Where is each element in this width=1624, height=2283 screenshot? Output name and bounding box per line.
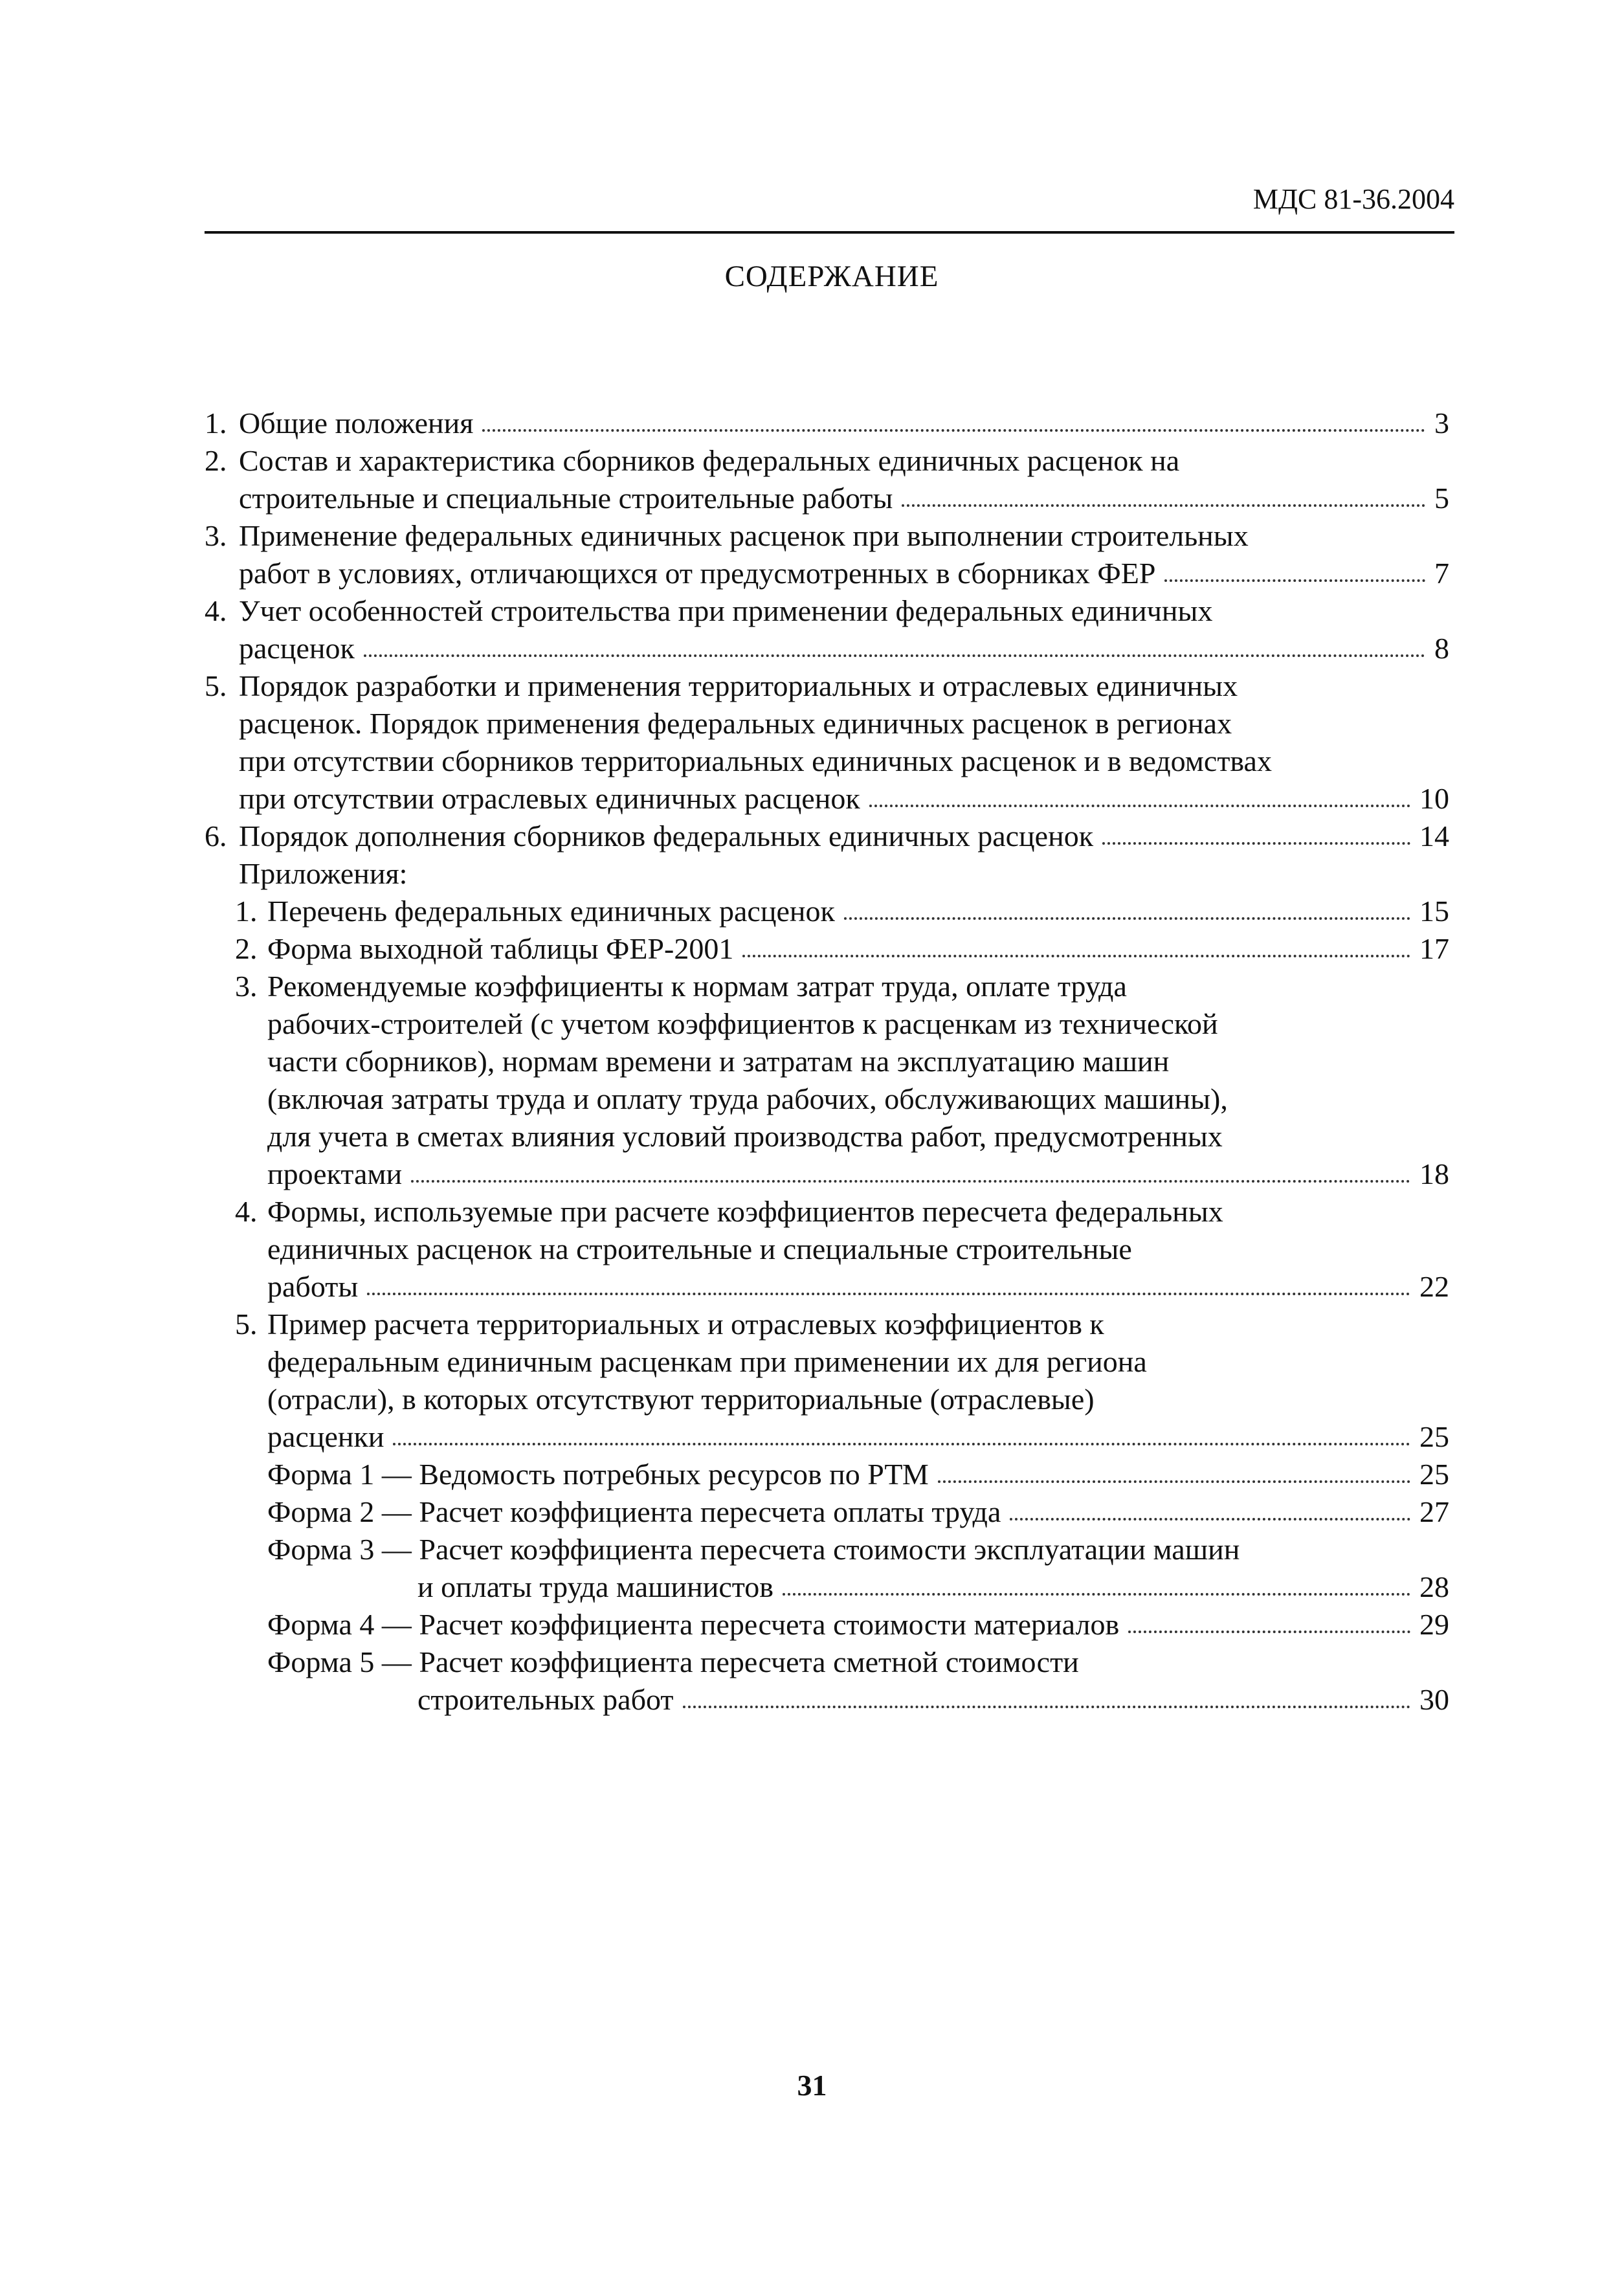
toc-entry xyxy=(205,1155,1454,1193)
dot-leader xyxy=(367,1293,1410,1295)
toc-entry-number: 1. xyxy=(235,895,258,928)
toc-entry xyxy=(205,1043,1454,1080)
dot-leader xyxy=(393,1443,1410,1445)
toc-entry-page: 3 xyxy=(1434,406,1449,440)
toc-entry xyxy=(205,742,1454,780)
dot-leader xyxy=(844,917,1410,920)
toc-entry xyxy=(205,1531,1454,1568)
toc-entry xyxy=(205,630,1454,667)
toc-entry-text: расценок. Порядок применения федеральных единичных расценок в регионах xyxy=(239,707,1232,740)
toc-entry-text: (отрасли), в которых отсутствуют территориальные (отраслевые) xyxy=(267,1383,1095,1416)
toc-entry-text: работ в условиях, отличающихся от предусмотренных в сборниках ФЕР xyxy=(239,557,1156,590)
toc-entry-text: Форма 1 — Ведомость потребных ресурсов по РТМ xyxy=(267,1458,929,1491)
toc-entry-text: строительных работ xyxy=(417,1683,674,1716)
toc-entry-page: 7 xyxy=(1434,557,1449,590)
toc-entry-page: 25 xyxy=(1419,1458,1449,1491)
toc-entry-text: при отсутствии сборников территориальных единичных расценок и в ведомствах xyxy=(239,744,1272,777)
toc-entry-text: Рекомендуемые коэффициенты к нормам затрат труда, оплате труда xyxy=(267,970,1127,1003)
toc-entry xyxy=(205,1306,1454,1343)
toc-entry xyxy=(205,1418,1454,1456)
toc-entry-text: Порядок разработки и применения территориальных и отраслевых единичных xyxy=(239,669,1238,702)
toc-title: СОДЕРЖАНИЕ xyxy=(724,260,939,293)
toc-entry xyxy=(205,480,1454,517)
toc-entry-text: Формы, используемые при расчете коэффициентов пересчета федеральных xyxy=(267,1195,1223,1228)
toc-entry-number: 2. xyxy=(235,932,258,965)
toc-entry-text: для учета в сметах влияния условий производства работ, предусмотренных xyxy=(267,1120,1223,1153)
toc-entry xyxy=(205,667,1454,705)
toc-entry-text: Форма 5 — Расчет коэффициента пересчета сметной стоимости xyxy=(267,1645,1079,1678)
toc-entry-text: расценки xyxy=(267,1420,384,1453)
toc-entry xyxy=(205,1493,1454,1531)
toc-entry-page: 17 xyxy=(1419,932,1449,965)
toc-entry-text: Общие положения xyxy=(239,406,474,440)
toc-entry-text: Применение федеральных единичных расценок при выполнении строительных xyxy=(239,519,1249,552)
toc-entry-text: строительные и специальные строительные работы xyxy=(239,482,893,515)
toc-entry-text: и оплаты труда машинистов xyxy=(417,1570,774,1603)
toc-entry xyxy=(205,818,1454,855)
toc-entry-text: Приложения: xyxy=(239,857,408,890)
page-number: 31 xyxy=(797,2069,827,2102)
toc-entry-page: 27 xyxy=(1419,1495,1449,1528)
toc-entry xyxy=(205,442,1454,480)
toc-entry-page: 29 xyxy=(1419,1608,1449,1641)
toc-entry-page: 15 xyxy=(1419,895,1449,928)
dot-leader xyxy=(902,504,1425,507)
toc-entry xyxy=(205,517,1454,555)
toc-entry xyxy=(205,1343,1454,1381)
toc-entry-number: 3. xyxy=(235,970,258,1003)
dot-leader xyxy=(683,1706,1410,1708)
toc-entry xyxy=(205,968,1454,1005)
toc-entry xyxy=(205,1231,1454,1268)
toc-entry-text: рабочих-строителей (с учетом коэффициентов к расценкам из технической xyxy=(267,1007,1218,1040)
toc-entry-page: 14 xyxy=(1419,819,1449,852)
toc-entry xyxy=(205,1381,1454,1418)
toc-entry-text: Учет особенностей строительства при применении федеральных единичных xyxy=(239,594,1213,627)
toc-entry-text: Форма 3 — Расчет коэффициента пересчета стоимости эксплуатации машин xyxy=(267,1533,1240,1566)
toc-entry-text: Состав и характеристика сборников федеральных единичных расценок на xyxy=(239,444,1180,477)
toc-entry xyxy=(205,1606,1454,1643)
toc-entry-text: федеральным единичным расценкам при применении их для региона xyxy=(267,1345,1147,1378)
dot-leader xyxy=(938,1480,1410,1483)
toc-entry xyxy=(205,893,1454,930)
toc-entry xyxy=(205,555,1454,592)
dot-leader xyxy=(364,654,1425,657)
toc-entry-page: 25 xyxy=(1419,1420,1449,1453)
toc-entry-number: 6. xyxy=(205,819,227,852)
dot-leader xyxy=(411,1180,1410,1183)
toc-entry-page: 5 xyxy=(1434,482,1449,515)
table-of-contents xyxy=(205,405,1454,1719)
toc-entry-text: при отсутствии отраслевых единичных расценок xyxy=(239,782,860,815)
toc-entry-text: работы xyxy=(267,1270,359,1303)
dot-leader xyxy=(742,955,1410,957)
toc-entry-page: 10 xyxy=(1419,782,1449,815)
toc-entry xyxy=(205,1456,1454,1493)
header-rule xyxy=(205,231,1454,234)
document-code: МДС 81-36.2004 xyxy=(1252,183,1454,215)
toc-entry-number: 2. xyxy=(205,444,227,477)
toc-entry-number: 1. xyxy=(205,406,227,440)
toc-entry-text: расценок xyxy=(239,632,355,665)
toc-entry-page: 18 xyxy=(1419,1157,1449,1190)
toc-entry xyxy=(205,1080,1454,1118)
toc-entry-number: 4. xyxy=(235,1195,258,1228)
toc-entry xyxy=(205,1643,1454,1681)
toc-entry-number: 5. xyxy=(235,1308,258,1341)
toc-entry-text: проектами xyxy=(267,1157,403,1190)
toc-entry xyxy=(205,855,1454,893)
toc-entry xyxy=(205,1005,1454,1043)
toc-entry-text: Форма выходной таблицы ФЕР-2001 xyxy=(267,932,734,965)
toc-entry-text: Форма 2 — Расчет коэффициента пересчета оплаты труда xyxy=(267,1495,1001,1528)
toc-entry-number: 3. xyxy=(205,519,227,552)
toc-entry-page: 28 xyxy=(1419,1570,1449,1603)
toc-entry xyxy=(205,1681,1454,1719)
toc-entry xyxy=(205,1568,1454,1606)
dot-leader xyxy=(1102,842,1410,845)
toc-entry-text: единичных расценок на строительные и специальные строительные xyxy=(267,1232,1132,1265)
toc-entry xyxy=(205,592,1454,630)
toc-entry-text: (включая затраты труда и оплату труда рабочих, обслуживающих машины), xyxy=(267,1082,1228,1115)
dot-leader xyxy=(783,1593,1410,1596)
dot-leader xyxy=(1128,1631,1410,1633)
toc-entry-text: Форма 4 — Расчет коэффициента пересчета стоимости материалов xyxy=(267,1608,1120,1641)
toc-entry xyxy=(205,1118,1454,1155)
dot-leader xyxy=(869,805,1410,807)
dot-leader xyxy=(1010,1518,1410,1520)
toc-entry-page: 30 xyxy=(1419,1683,1449,1716)
dot-leader xyxy=(482,429,1425,432)
toc-entry xyxy=(205,405,1454,442)
toc-entry-page: 22 xyxy=(1419,1270,1449,1303)
toc-entry xyxy=(205,1268,1454,1306)
toc-entry-text: Перечень федеральных единичных расценок xyxy=(267,895,835,928)
toc-entry xyxy=(205,705,1454,742)
toc-entry-number: 4. xyxy=(205,594,227,627)
toc-entry xyxy=(205,930,1454,968)
dot-leader xyxy=(1164,579,1425,582)
toc-entry-page: 8 xyxy=(1434,632,1449,665)
toc-entry-text: Порядок дополнения сборников федеральных единичных расценок xyxy=(239,819,1094,852)
toc-entry-text: Пример расчета территориальных и отраслевых коэффициентов к xyxy=(267,1308,1104,1341)
toc-entry-number: 5. xyxy=(205,669,227,702)
toc-entry xyxy=(205,780,1454,818)
toc-entry-text: части сборников), нормам времени и затратам на эксплуатацию машин xyxy=(267,1045,1170,1078)
toc-entry xyxy=(205,1193,1454,1231)
